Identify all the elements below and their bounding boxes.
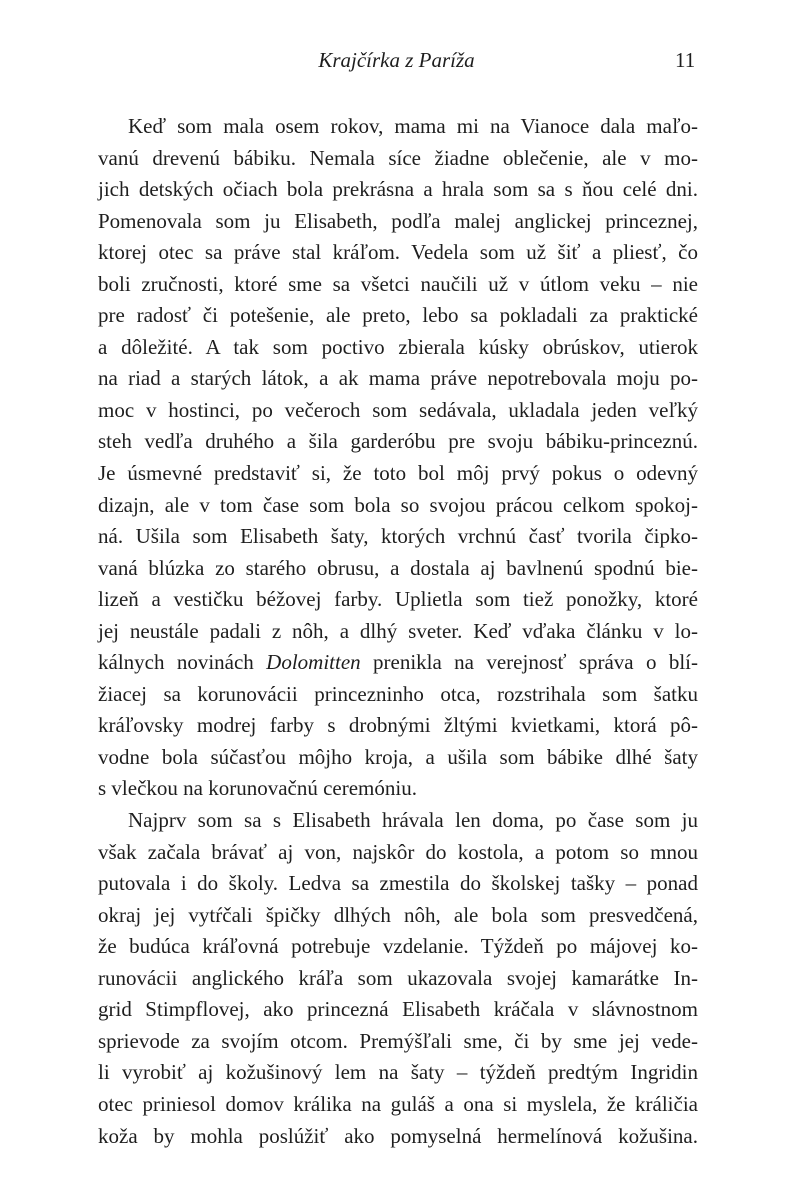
text-line [98, 647, 698, 679]
text-line: vanú drevenú bábiku. Nemala síce žiadne oblečenie, ale v mo- [98, 145, 698, 170]
text-line: Je úsmevné predstaviť si, že toto bol môj prvý pokus o odevný [98, 461, 698, 486]
text-line: Najprv som sa s Elisabeth hrávala len doma, po čase som ju [128, 808, 698, 833]
running-title: Krajčírka z Paríža [318, 48, 475, 72]
text-line: ná. Ušila som Elisabeth šaty, ktorých vrchnú časť tvorila čipko- [98, 524, 698, 549]
text-line: na riad a starých látok, a ak mama práve nepotrebovala moju po- [98, 366, 698, 391]
text-line: boli zručnosti, ktoré sme sa všetci naučili už v útlom veku – nie [98, 271, 698, 296]
running-header [0, 47, 793, 77]
text-line: jej neustále padali z nôh, a dlhý sveter. Keď vďaka článku v lo- [98, 618, 698, 643]
text-line: pre radosť či potešenie, ale preto, lebo sa pokladali za praktické [98, 303, 698, 328]
text-line: grid Stimpflovej, ako princezná Elisabeth kráčala v slávnostnom [98, 997, 698, 1022]
text-line: však začala brávať aj von, najskôr do kostola, a potom so mnou [98, 839, 698, 864]
text-line: jich detských očiach bola prekrásna a hrala som sa s ňou celé dni. [98, 177, 698, 202]
text-line: ktorej otec sa práve stal kráľom. Vedela som už šiť a pliesť, čo [98, 240, 698, 265]
text-line: dizajn, ale v tom čase som bola so svojou prácou celkom spokoj- [98, 492, 698, 517]
text-line: s vlečkou na korunovačnú ceremóniu. [98, 776, 417, 801]
text-line: runovácii anglického kráľa som ukazovala svojej kamarátke In- [98, 965, 698, 990]
text-line: moc v hostinci, po večeroch som sedávala, ukladala jeden veľký [98, 397, 698, 422]
text-line: vaná blúzka zo starého obrusu, a dostala aj bavlnenú spodnú bie- [98, 555, 698, 580]
text-line: okraj jej vytŕčali špičky dlhých nôh, ale bola som presvedčená, [98, 902, 698, 927]
text-line: Pomenovala som ju Elisabeth, podľa malej anglickej princeznej, [98, 208, 698, 233]
text-fragment: prenikla na verejnosť správa o blí- [360, 650, 699, 675]
text-fragment: kálnych novinách [98, 650, 267, 675]
text-line: otec priniesol domov králika na guláš a ona si myslela, že králičia [98, 1091, 698, 1116]
text-line: li vyrobiť aj kožušinový lem na šaty – týždeň predtým Ingridin [98, 1060, 698, 1085]
text-line: žiacej sa korunovácii princezninho otca, rozstrihala som šatku [98, 681, 698, 706]
text-line: a dôležité. A tak som poctivo zbierala kúsky obrúskov, utierok [98, 334, 698, 359]
text-line: Keď som mala osem rokov, mama mi na Vianoce dala maľo- [128, 114, 698, 138]
page-number: 11 [675, 48, 696, 72]
text-line: koža by mohla poslúžiť ako pomyselná hermelínová kožušina. [98, 1123, 698, 1148]
text-line: sprievode za svojím otcom. Premýšľali sme, či by sme jej vede- [98, 1028, 698, 1053]
body-text [98, 111, 698, 1152]
text-line: kráľovsky modrej farby s drobnými žltými kvietkami, ktorá pô- [98, 713, 698, 738]
text-line: putovala i do školy. Ledva sa zmestila do školskej tašky – ponad [98, 871, 698, 896]
newspaper-title: Dolomitten [266, 650, 361, 675]
text-line: vodne bola súčasťou môjho kroja, a ušila som bábike dlhé šaty [98, 744, 698, 769]
text-line: lizeň a vestičku béžovej farby. Uplietla som tiež ponožky, ktoré [98, 587, 698, 612]
text-line: steh vedľa druhého a šila garderóbu pre svoju bábiku-princeznú. [98, 429, 698, 454]
text-line: že budúca kráľovná potrebuje vzdelanie. Týždeň po májovej ko- [98, 934, 698, 959]
